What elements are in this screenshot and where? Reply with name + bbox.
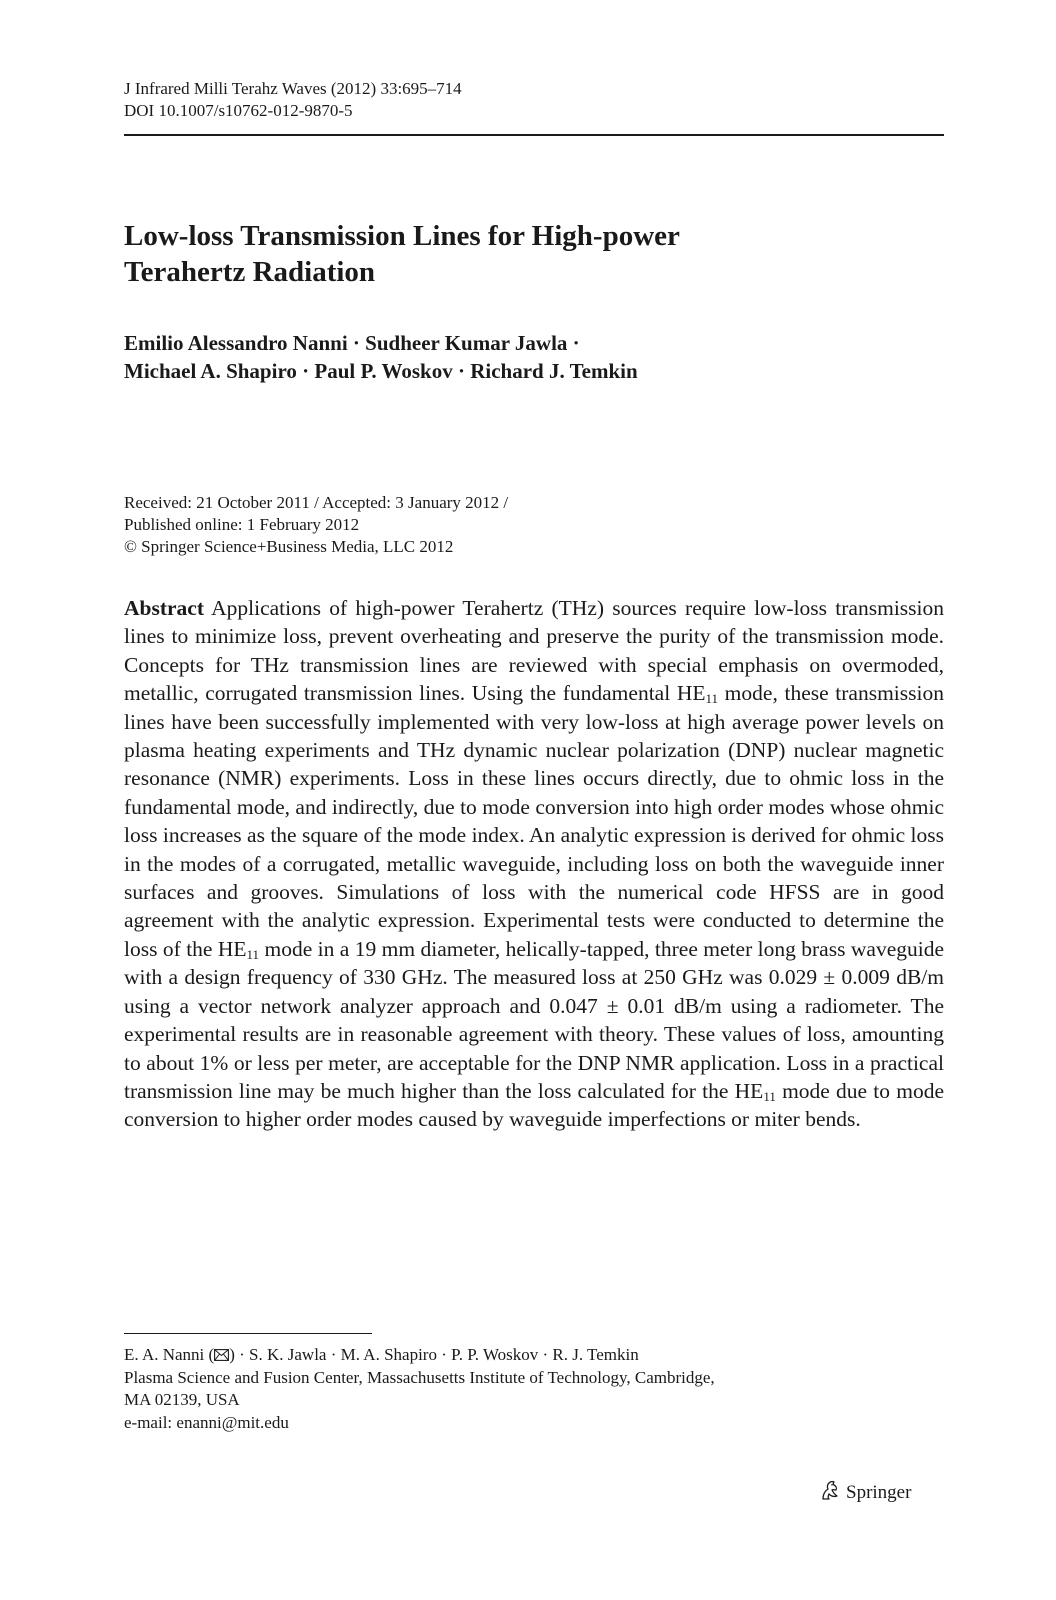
- title-line-1: Low-loss Transmission Lines for High-power: [124, 220, 680, 252]
- abstract-text-4: mode due to mode conversion to higher order modes caused by waveguide imperfections or miter bends.: [124, 1078, 944, 1132]
- affiliation-footnote: [124, 1344, 715, 1434]
- abstract-text-2: mode, these transmission lines have been successfully implemented with very low-loss at high average power levels on plasma heating experiments and THz dynamic nuclear polarization (DNP) nuclear magnetic resonance (NMR) experiments. Loss in these lines occurs directly, due to ohmic loss in the fundamental mode, and indirectly, due to mode conversion into high order modes whose ohmic loss increases as the square of the mode index. An analytic expression is derived for ohmic loss in the modes of a corrugated, metallic waveguide, including loss on both the waveguide inner surfaces and grooves. Simulations of loss with the numerical code HFSS are in good agreement with the analytic expression. Experimental tests were conducted to determine the loss of the HE: [124, 681, 944, 961]
- abstract-text-3: mode in a 19 mm diameter, helically-tapped, three meter long brass waveguide with a design frequency of 330 GHz. The measured loss at 250 GHz was 0.029 ± 0.009 dB/m using a vector network analyzer approach and 0.047 ± 0.01 dB/m using a radiometer. The experimental results are in reasonable agreement with theory. These values of loss, amounting to about 1% or less per meter, are acceptable for the DNP NMR application. Loss in a practical transmission line may be much higher than the loss calculated for the HE: [124, 936, 945, 1103]
- published-online: Published online: 1 February 2012: [124, 515, 360, 534]
- publisher-name: Springer: [846, 1482, 912, 1503]
- abstract-label: Abstract: [124, 596, 205, 620]
- journal-reference: [124, 78, 462, 122]
- doi[interactable]: DOI 10.1007/s10762-012-9870-5: [124, 101, 353, 120]
- envelope-icon: [214, 1345, 229, 1357]
- title-line-2: Terahertz Radiation: [124, 256, 376, 288]
- institution-line-1: Plasma Science and Fusion Center, Massachusetts Institute of Technology, Cambridge,: [124, 1367, 715, 1387]
- authors-line-1: Emilio Alessandro Nanni · Sudheer Kumar Jawla ·: [124, 331, 580, 355]
- received-accepted: Received: 21 October 2011 / Accepted: 3 January 2012 /: [124, 493, 509, 512]
- subscript: 11: [705, 691, 719, 707]
- other-authors: · S. K. Jawla · M. A. Shapiro · P. P. Woskov · R. J. Temkin: [234, 1345, 639, 1364]
- author-list: [124, 329, 944, 385]
- paper-page: [124, 0, 944, 1600]
- copyright: © Springer Science+Business Media, LLC 2012: [124, 537, 454, 556]
- publisher-logo: [819, 1479, 911, 1507]
- corresponding-author: E. A. Nanni (: [124, 1345, 215, 1364]
- header-rule: [124, 134, 944, 136]
- abstract: [124, 594, 944, 1134]
- footnote-rule: [124, 1333, 372, 1334]
- corresponding-close: ): [229, 1345, 235, 1364]
- institution-line-2: MA 02139, USA: [124, 1390, 240, 1409]
- subscript: 11: [763, 1088, 776, 1104]
- springer-horse-icon: [819, 1479, 841, 1507]
- journal-citation: J Infrared Milli Terahz Waves (2012) 33:695–714: [124, 79, 462, 98]
- paper-title: [124, 218, 944, 290]
- publication-dates: [124, 492, 508, 558]
- email-line[interactable]: e-mail: enanni@mit.edu: [124, 1412, 289, 1432]
- authors-line-2: Michael A. Shapiro · Paul P. Woskov · Richard J. Temkin: [124, 359, 638, 383]
- abstract-text-1: Applications of high-power Terahertz (THz) sources require low-loss transmission lines to minimize loss, prevent overheating and preserve the purity of the transmission mode. Concepts for THz transmission lines are reviewed with special emphasis on overmoded, metallic, corrugated transmission lines. Using the fundamental HE: [124, 596, 944, 706]
- author-names-line: [124, 1344, 715, 1367]
- subscript: 11: [246, 946, 260, 962]
